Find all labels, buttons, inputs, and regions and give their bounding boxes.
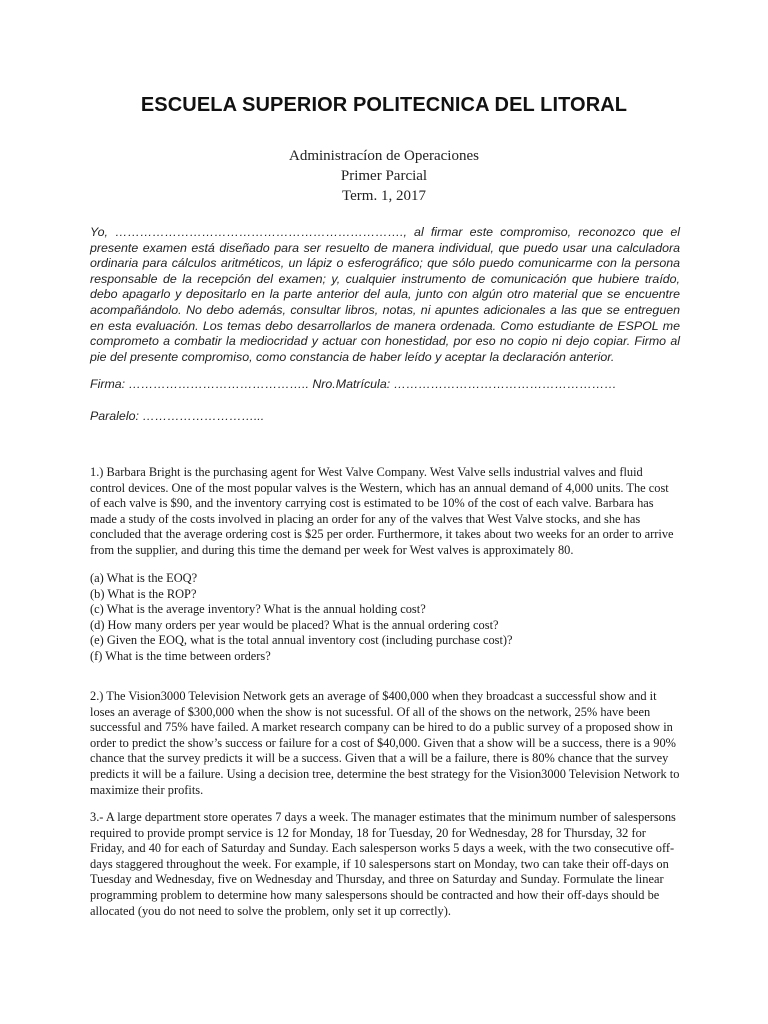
question-1-parts [90,571,680,665]
question-1 [90,465,680,559]
question-1-part-f: (f) What is the time between orders? [90,648,271,663]
question-3 [90,810,680,919]
question-1-part-d: (d) How many orders per year would be placed? What is the annual ordering cost? [90,617,499,632]
question-1-part-e: (e) Given the EOQ, what is the total annual inventory cost (including purchase cost)? [90,633,513,648]
school-title: ESCUELA SUPERIOR POLITECNICA DEL LITORAL [140,94,628,116]
signature-line: Firma: …………………………………….. Nro.Matrícula: ……………………………………………… [90,377,617,391]
question-1-text: 1.) Barbara Bright is the purchasing agent for West Valve Company. West Valve sells industrial valves and fluid control devices. One of the most popular valves is the Western, which has an annual demand of 4,000 units. The cost of each valve is $90, and the inventory carrying cost is estimated to be 10% of the cost of each valve. Barbara has made a study of the costs involved in placing an order for any of the valves that West Valve stocks, and she has concluded that the average ordering cost is $25 per order. Furthermore, it takes about two weeks for an order to arrive from the supplier, and during this time the demand per week for West valves is approximately 80. [90,465,674,557]
question-1-part-c: (c) What is the average inventory? What is the annual holding cost? [90,602,426,617]
course-name: Administracíon de Operaciones [289,148,479,164]
question-3-text: 3.- A large department store operates 7 days a week. The manager estimates that the minimum number of salespersons required to provide prompt service is 12 for Monday, 18 for Tuesday, 20 for Wednesday, 28 for Thursday, 32 for Friday, and 40 for each of Saturday and Sunday. Each salesperson works 5 days a week, with the two consecutive off-days staggered throughout the week. For example, if 10 salespersons start on Monday, two can take their off-days on Tuesday and Wednesday, five on Wednesday and Thursday, and three on Saturday and Sunday. Formulate the linear programming problem to determine how many salespersons should be contracted and how their off-days should be allocated (you do not need to solve the problem, only set it up correctly). [90,810,676,918]
question-1-part-b: (b) What is the ROP? [90,586,197,601]
honor-pledge: Yo, ……………………………………………………………., al firmar este compromiso, reconozco que el presente examen está diseñado para ser resuelto de manera individual, que puedo usar una calculadora ordinaria para cálculos aritméticos, un lápiz o esferográfico; que sólo puedo comunicarme con la persona responsable de la recepción del examen; y, cualquier instrumento de comunicación que hubiere traído, debo apagarlo y depositarlo en la parte anterior del aula, junto con algún otro material que se encuentre acompañándolo. No debo además, consultar libros, notas, ni apuntes adicionales a las que se entreguen en esta evaluación. Los temas debo desarrollarlos de manera ordenada. Como estudiante de ESPOL me comprometo a combatir la mediocridad y actuar con honestidad, por eso no copio ni dejo copiar. Firmo al pie del presente compromiso, como constancia de haber leído y aceptar la declaración anterior. [90,225,680,364]
term: Term. 1, 2017 [342,188,426,204]
paralelo-line: Paralelo: ………………………... [90,409,265,423]
question-1-part-a: (a) What is the EOQ? [90,571,198,585]
question-2 [90,689,680,798]
exam-name: Primer Parcial [340,168,428,184]
question-2-text: 2.) The Vision3000 Television Network gets an average of $400,000 when they broadcast a successful show and it loses an average of $300,000 when the show is not sucessful. Of all of the shows on the network, 25% have been successful and 75% have failed. A market research company can be hired to do a public survey of a proposed show in order to predict the show’s success or failure for a cost of $40,000. Given that a show will be a success, there is a 90% chance that the survey predicts it will be a success. Given that a will be a failure, there is 80% chance that the survey predicts it will be a failure. Using a decision tree, determine the best strategy for the Vision3000 Television Network to maximize their profits. [90,689,680,797]
